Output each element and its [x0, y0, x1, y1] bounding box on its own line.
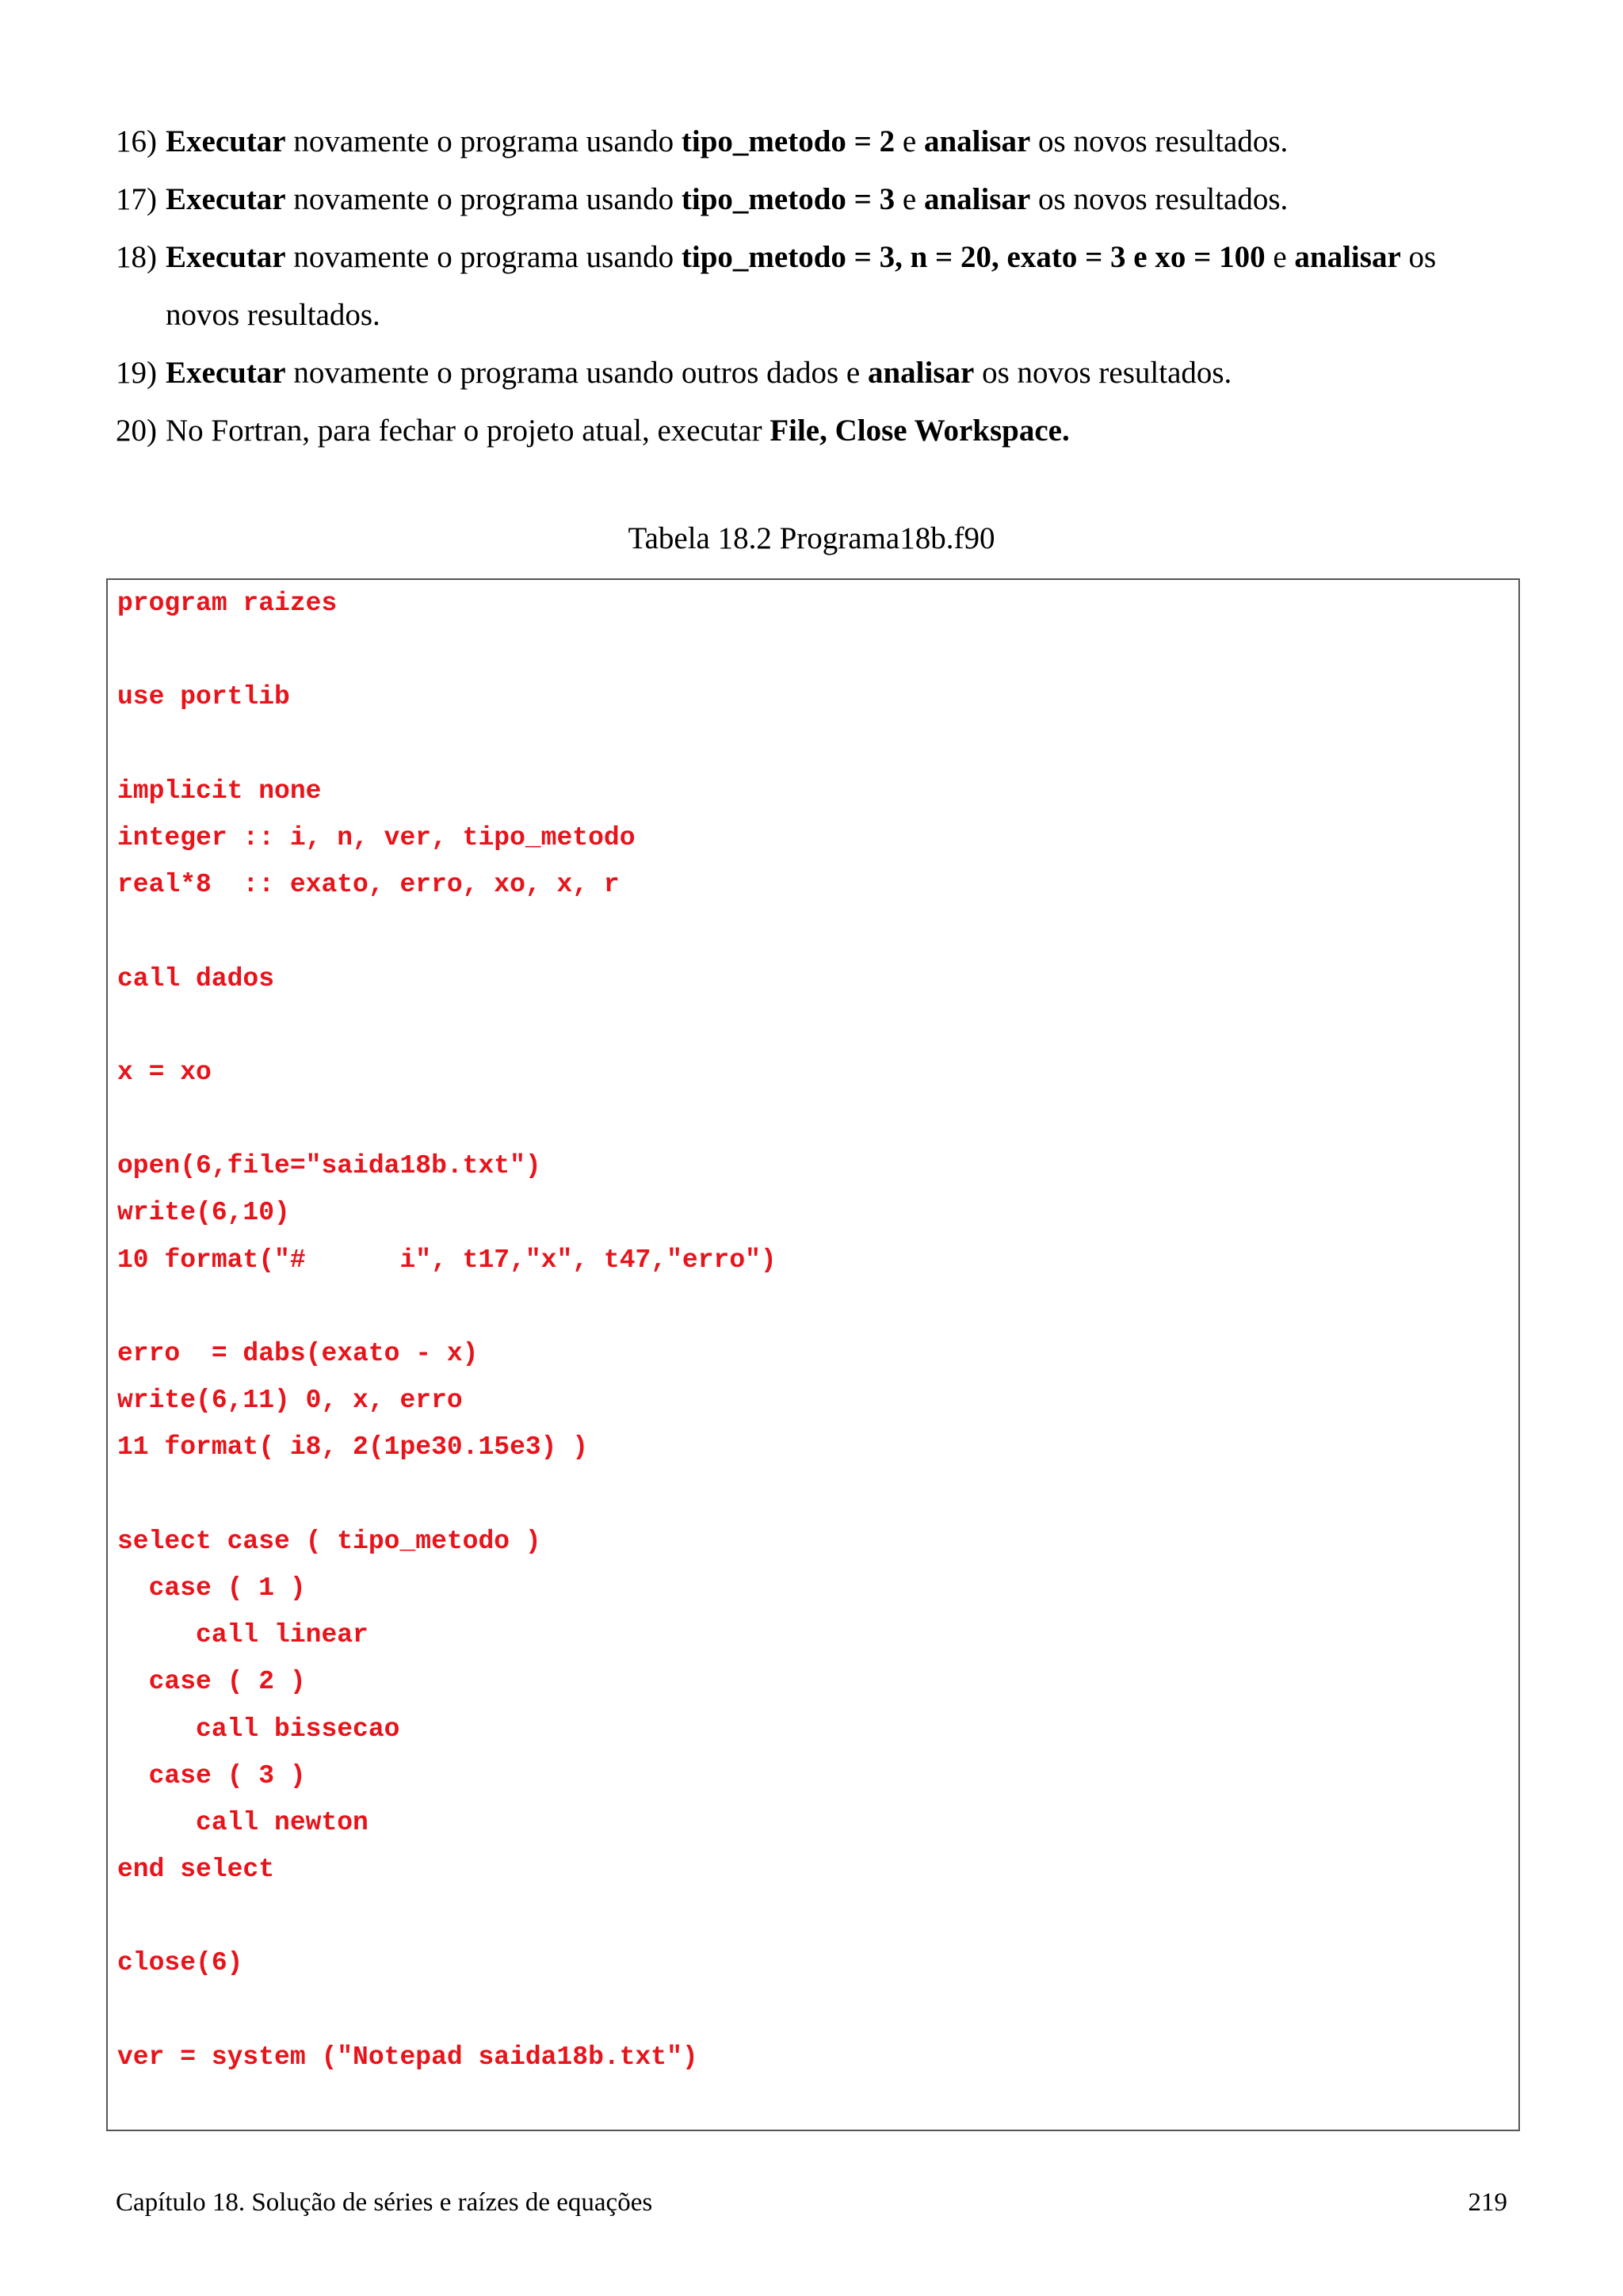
- step-number: 19): [116, 356, 157, 390]
- code-line: [117, 908, 777, 955]
- step-text: novamente o programa usando outros dados e: [285, 356, 868, 390]
- code-line: use portlib: [117, 682, 290, 712]
- step-text: os novos resultados.: [974, 356, 1232, 390]
- step-item: [116, 113, 1510, 170]
- step-text: No Fortran, para fechar o projeto atual, executar: [166, 414, 770, 448]
- code-line: write(6,10): [117, 1198, 290, 1228]
- code-line: erro = dabs(exato - x): [117, 1339, 479, 1368]
- step-text: e: [895, 124, 924, 158]
- code-line: end select: [117, 1855, 275, 1885]
- code-line: ver = system ("Notepad saida18b.txt"): [117, 2042, 698, 2072]
- footer-page-number: 219: [1468, 2188, 1507, 2217]
- step-emphasis: File, Close Workspace.: [769, 414, 1070, 448]
- instruction-steps: [116, 113, 1510, 460]
- table-caption: Tabela 18.2 Programa18b.f90: [628, 521, 995, 555]
- step-emphasis: tipo_metodo = 3, n = 20, exato = 3 e xo = 100: [681, 240, 1266, 274]
- step-emphasis: analisar: [923, 124, 1031, 158]
- code-listing-box: [106, 578, 1520, 2131]
- code-line: open(6,file="saida18b.txt"): [117, 1151, 541, 1181]
- code-line: case ( 1 ): [117, 1573, 306, 1603]
- step-emphasis: analisar: [1294, 240, 1401, 274]
- code-line: select case ( tipo_metodo ): [117, 1526, 541, 1556]
- code-line: [117, 721, 777, 768]
- step-number: 17): [116, 182, 157, 216]
- step-number: 16): [116, 124, 157, 158]
- code-line: call newton: [117, 1807, 369, 1837]
- code-line: x = xo: [117, 1057, 212, 1087]
- code-line: implicit none: [117, 776, 322, 806]
- code-line: case ( 2 ): [117, 1667, 306, 1697]
- step-text: os novos resultados.: [166, 240, 1437, 332]
- code-line: program raizes: [117, 589, 338, 618]
- code-line: [117, 1987, 777, 2034]
- code-line: real*8 :: exato, erro, xo, x, r: [117, 870, 620, 900]
- footer-chapter-title: Capítulo 18. Solução de séries e raízes de equações: [116, 2188, 653, 2217]
- code-line: [117, 1096, 777, 1142]
- code-line: integer :: i, n, ver, tipo_metodo: [117, 822, 636, 852]
- step-emphasis: Executar: [166, 124, 286, 158]
- code-line: call bissecao: [117, 1714, 400, 1744]
- step-number: 18): [116, 240, 157, 274]
- code-line: [117, 1002, 777, 1049]
- step-emphasis: tipo_metodo = 2: [681, 124, 896, 158]
- step-item: [116, 170, 1510, 228]
- step-item: [116, 402, 1510, 460]
- code-line: call linear: [117, 1620, 369, 1650]
- step-emphasis: Executar: [166, 182, 286, 216]
- code-line: 10 format("# i", t17,"x", t47,"erro"): [117, 1245, 777, 1275]
- step-text: novamente o programa usando: [285, 124, 682, 158]
- step-emphasis: Executar: [166, 356, 286, 390]
- code-line: case ( 3 ): [117, 1760, 306, 1791]
- step-emphasis: analisar: [923, 182, 1031, 216]
- code-line: write(6,11) 0, x, erro: [117, 1386, 463, 1416]
- code-line: 11 format( i8, 2(1pe30.15e3) ): [117, 1432, 589, 1463]
- step-text: novamente o programa usando: [285, 240, 682, 274]
- code-line: [117, 627, 777, 673]
- step-number: 20): [116, 414, 157, 448]
- code-line: [117, 1283, 777, 1330]
- step-text: os novos resultados.: [1030, 182, 1289, 216]
- step-emphasis: tipo_metodo = 3: [681, 182, 896, 216]
- step-emphasis: Executar: [166, 240, 286, 274]
- code-listing: [117, 580, 777, 2081]
- code-line: call dados: [117, 963, 275, 994]
- step-text: e: [895, 182, 924, 216]
- step-text: os novos resultados.: [1030, 124, 1289, 158]
- step-item: [116, 228, 1510, 344]
- code-line: [117, 1471, 777, 1518]
- step-emphasis: analisar: [867, 356, 975, 390]
- code-line: [117, 1893, 777, 1939]
- code-line: close(6): [117, 1948, 243, 1978]
- step-text: novamente o programa usando: [285, 182, 682, 216]
- step-text: e: [1265, 240, 1295, 274]
- step-item: [116, 344, 1510, 402]
